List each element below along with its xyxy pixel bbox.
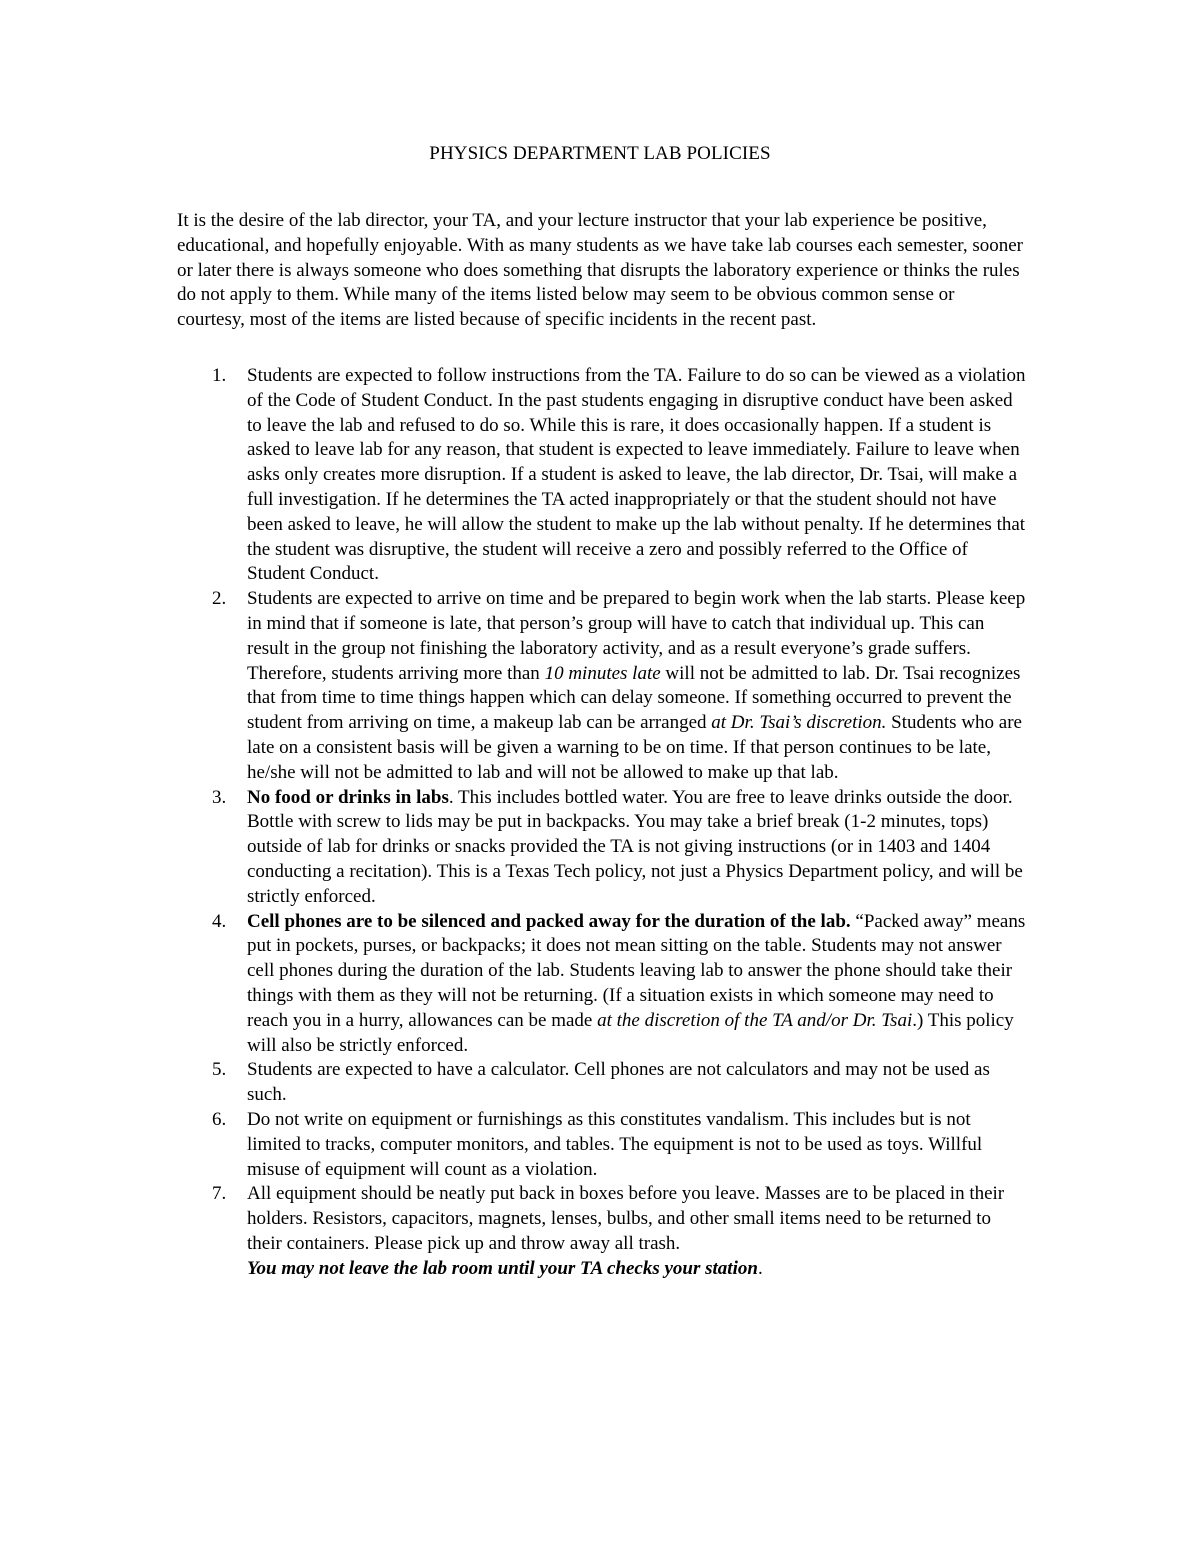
policy-text	[247, 1058, 1027, 1108]
document-title: PHYSICS DEPARTMENT LAB POLICIES	[429, 143, 771, 164]
policy-text-segment: Students are expected to follow instructions from the TA. Failure to do so can be viewed as a violation of the Code of Student Conduct. In the past students engaging in disruptive conduct have been asked to leave the lab and refused to do so. While this is rare, it does occasionally happen. If a student is asked to leave lab for any reason, that student is expected to leave immediately. Failure to leave when asks only creates more disruption. If a student is asked to leave, the lab director, Dr. Tsai, will make a full investigation. If he determines the TA acted inappropriately or that the student should not have been asked to leave, he will allow the student to make up the lab without penalty. If he determines that the student was disruptive, the student will receive a zero and possibly referred to the Office of Student Conduct.	[247, 365, 1026, 585]
policy-text	[247, 364, 1027, 587]
policy-text-segment: Do not write on equipment or furnishings as this constitutes vandalism. This includes but is not limited to tracks, computer monitors, and tables. The equipment is not to be used as toys. Willful misuse of equipment will count as a violation.	[247, 1108, 983, 1180]
policy-number: 4.	[212, 910, 227, 932]
policy-number: 5.	[212, 1059, 227, 1081]
policy-number: 2.	[212, 588, 227, 610]
policy-text	[247, 910, 1027, 1059]
policy-number: 1.	[212, 365, 227, 386]
policy-text-tail: .	[757, 1257, 763, 1279]
policy-text	[247, 1108, 1027, 1182]
policy-text	[247, 587, 1027, 785]
intro-paragraph: It is the desire of the lab director, your TA, and your lecture instructor that your lab experience be positive, educational, and hopefully enjoyable. With as many students as we have take lab courses each semester, sooner or later there is always someone who does something that disrupts the laboratory experience or thinks the rules do not apply to them. While many of the items listed below may seem to be obvious common sense or courtesy, most of the items are listed because of specific incidents in the recent past.	[177, 210, 1023, 331]
policy-text-segment: .) This policy will also be strictly enforced.	[247, 1009, 1014, 1056]
policy-emphasis-late: 10 minutes late	[544, 662, 661, 684]
policy-list	[177, 364, 1027, 1281]
policy-item-5	[177, 1058, 1027, 1108]
policy-text-segment: All equipment should be neatly put back in boxes before you leave. Masses are to be placed in their holders. Resistors, capacitors, magnets, lenses, bulbs, and other small items need to be returned to their containers. Please pick up and throw away all trash.	[247, 1183, 1005, 1254]
policy-emphasis-ta-discretion: at the discretion of the TA and/or Dr. Tsai	[597, 1009, 913, 1031]
policy-item-3	[177, 786, 1027, 910]
policy-number: 6.	[212, 1108, 227, 1130]
policy-item-7	[177, 1182, 1027, 1281]
policy-number: 3.	[212, 786, 227, 808]
policy-text-segment: Students are expected to arrive on time and be prepared to begin work when the lab starts. Please keep in mind that if someone is late, that person’s group will have to catch that individual up. This can result in the group not finishing the laboratory activity, and as a result everyone’s grade suffers. Therefore, students arriving more than	[247, 588, 1026, 684]
policy-number: 7.	[212, 1183, 227, 1205]
policy-item-6	[177, 1108, 1027, 1182]
policy-item-2	[177, 587, 1027, 785]
policy-heading-food: No food or drinks in labs	[247, 786, 449, 808]
policy-text-segment: will not be admitted to lab. Dr. Tsai recognizes that from time to time things happen which can delay someone. If something occurred to prevent the student from arriving on time, a makeup lab can be arranged	[247, 662, 1021, 734]
policy-item-1	[177, 364, 1027, 587]
policy-emphasis-station-check: You may not leave the lab room until your TA checks your station	[247, 1257, 758, 1279]
policy-text	[247, 1182, 1027, 1281]
policy-text-segment: Students are expected to have a calculator. Cell phones are not calculators and may not be used as such.	[247, 1059, 990, 1106]
policy-text	[247, 786, 1027, 910]
policy-text-segment: “Packed away” means put in pockets, purses, or backpacks; it does not mean sitting on the table. Students may not answer cell phones during the duration of the lab. Students leaving lab to answer the phone should take their things with them as they will not be returning. (If a situation exists in which someone may need to reach you in a hurry, allowances can be made	[247, 910, 1026, 1031]
policy-text-segment: Students who are late on a consistent basis will be given a warning to be on time. If that person continues to be late, he/she will not be admitted to lab and will not be allowed to make up that lab.	[247, 712, 1022, 783]
policy-emphasis-discretion: at Dr. Tsai’s discretion.	[711, 712, 887, 734]
policy-text-segment: . This includes bottled water. You are free to leave drinks outside the door. Bottle with screw to lids may be put in backpacks. You may take a brief break (1-2 minutes, tops) outside of lab for drinks or snacks provided the TA is not giving instructions (or in 1403 and 1404 conducting a recitation). This is a Texas Tech policy, not just a Physics Department policy, and will be strictly enforced.	[247, 786, 1023, 907]
policy-heading-cell-phones: Cell phones are to be silenced and packed away for the duration of the lab.	[247, 910, 851, 932]
policy-item-4	[177, 910, 1027, 1059]
